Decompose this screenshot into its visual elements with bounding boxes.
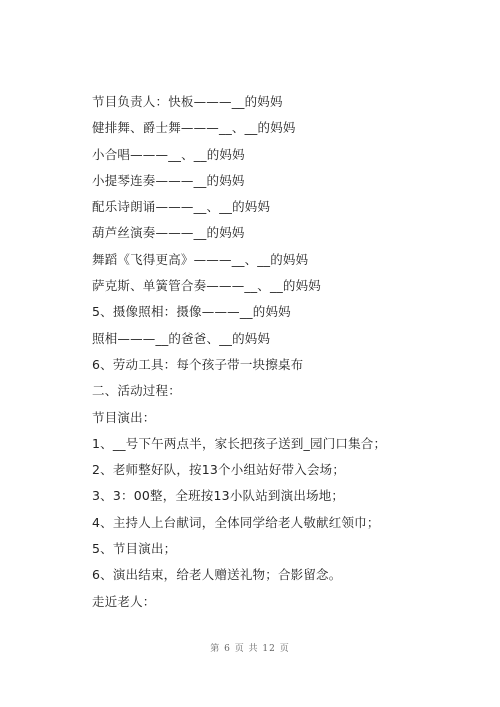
- page-number-footer: 第 6 页 共 12 页: [210, 644, 290, 654]
- list-item-step-5: 5、节目演出；: [92, 541, 177, 557]
- list-item-step-1: 1、__号下午两点半，家长把孩子送到_园门口集合；: [92, 435, 387, 451]
- text-line-saxophone-clarinet: 萨克斯、单簧管合奏———__、__的妈妈: [92, 278, 322, 294]
- list-item-step-2: 2、老师整好队，按13个小组站好带入会场；: [92, 462, 346, 478]
- document-body: [92, 89, 422, 615]
- list-item-step-3: 3、3：00整，全班按13小队站到演出场地；: [92, 488, 345, 504]
- text-line-small-chorus: 小合唱———__、__的妈妈: [92, 146, 245, 162]
- list-item-step-6: 6、演出结束，给老人赠送礼物；合影留念。: [92, 567, 342, 583]
- text-line-hulusi: 葫芦丝演奏———__的妈妈: [92, 225, 245, 241]
- text-line-photo-video: 5、摄像照相：摄像———__的妈妈: [92, 304, 291, 320]
- list-item-step-4: 4、主持人上台献词，全体同学给老人敬献红领巾；: [92, 514, 380, 530]
- text-line-labor-tools: 6、劳动工具：每个孩子带一块擦桌布: [92, 356, 304, 372]
- text-line-dance-jazz: 健排舞、爵士舞———__、__的妈妈: [92, 120, 296, 136]
- text-line-approach-elderly: 走近老人：: [92, 593, 156, 609]
- text-line-program-leader: 节目负责人：快板———__的妈妈: [92, 94, 283, 109]
- text-line-dance-fly-higher: 舞蹈《飞得更高》———__、__的妈妈: [92, 251, 309, 267]
- text-line-photographers: 照相———__的爸爸、__的妈妈: [92, 330, 271, 346]
- text-line-poetry-recital: 配乐诗朗诵———__、__的妈妈: [92, 199, 271, 215]
- text-line-violin: 小提琴连奏———__的妈妈: [92, 172, 245, 188]
- text-line-program-performance: 节目演出：: [92, 409, 156, 425]
- section-heading-activity-process: 二、活动过程：: [92, 383, 181, 399]
